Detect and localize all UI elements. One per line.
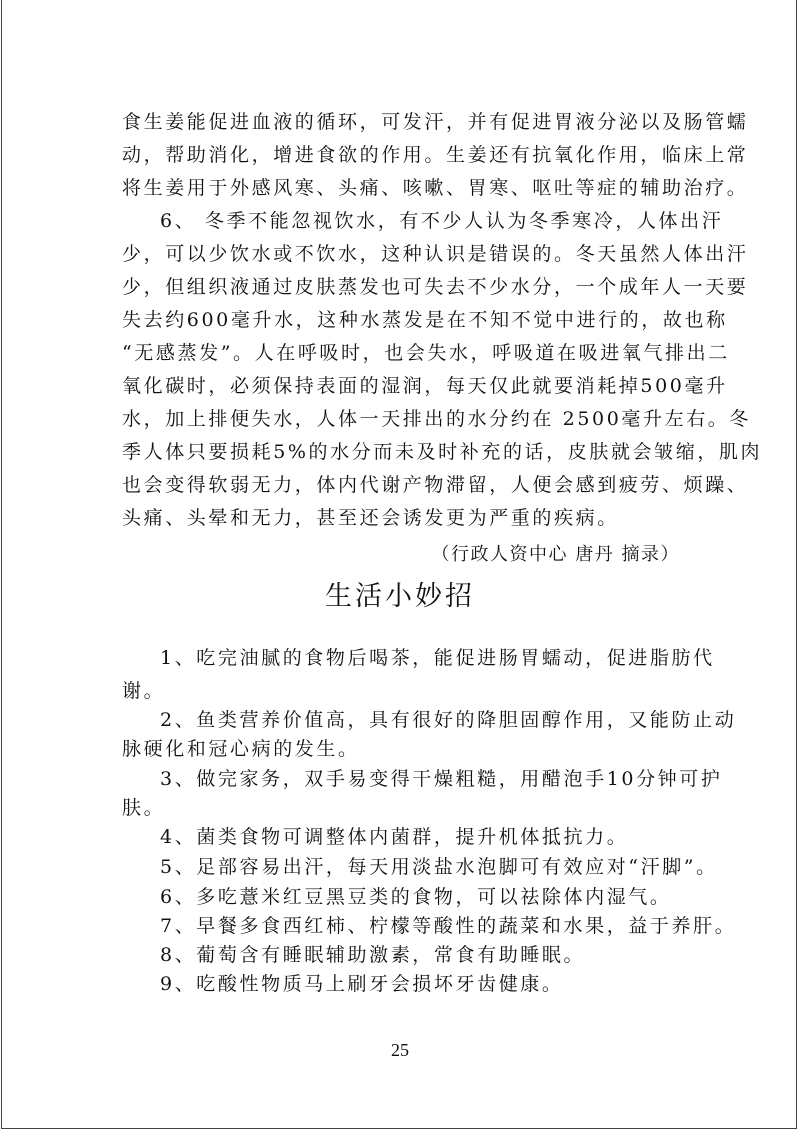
body-line: “无感蒸发”。人在呼吸时，也会失水，呼吸道在吸进氧气排出二 [122,342,730,364]
tip-line: 2、鱼类营养价值高，具有很好的降胆固醇作用，又能防止动 [160,709,737,731]
tip-line: 谢。 [122,680,166,702]
tip-line: 3、做完家务，双手易变得干燥粗糙，用醋泡手10分钟可护 [160,768,723,790]
tip-line: 5、足部容易出汗，每天用淡盐水泡脚可有效应对“汗脚”。 [160,856,718,878]
body-line: 也会变得软弱无力，体内代谢产物滞留，人便会感到疲劳、烦躁、 [122,474,749,496]
page-number: 25 [391,1040,409,1060]
body-line: 失去约600毫升水，这种水蒸发是在不知不觉中进行的，故也称 [122,309,728,331]
body-line: 将生姜用于外感风寒、头痛、咳嗽、胃寒、呕吐等症的辅助治疗。 [122,177,749,199]
body-line: 食生姜能促进血液的循环，可发汗，并有促进胃液分泌以及肠管蠕 [122,111,749,133]
tip-line: 7、早餐多食西红柿、柠檬等酸性的蔬菜和水果，益于养肝。 [160,915,737,937]
tip-line: 4、菌类食物可调整体内菌群，提升机体抵抗力。 [160,826,629,848]
body-line: 氧化碳时，必须保持表面的湿润，每天仅此就要消耗掉500毫升 [122,375,728,397]
body-line: 动，帮助消化，增进食欲的作用。生姜还有抗氧化作用，临床上常 [122,144,749,166]
tip-line: 9、吃酸性物质马上刷牙会损坏牙齿健康。 [160,973,564,995]
tip-line: 8、葡萄含有睡眠辅助激素，常食有助睡眠。 [160,944,586,966]
body-line: 6、 冬季不能忽视饮水，有不少人认为冬季寒冷，人体出汗 [160,210,724,232]
tip-line: 6、多吃薏米红豆黑豆类的食物，可以祛除体内湿气。 [160,886,672,908]
tip-line: 脉硬化和冠心病的发生。 [122,738,360,760]
body-line: 少，但组织液通过皮肤蒸发也可失去不少水分，一个成年人一天要 [122,276,749,298]
tip-line: 肤。 [122,797,166,819]
article-signature: （行政人资中心 唐丹 摘录） [431,544,680,565]
body-line: 头痛、头晕和无力，甚至还会诱发更为严重的疾病。 [122,507,619,529]
body-line: 季人体只要损耗5%的水分而未及时补充的话，皮肤就会皱缩，肌肉 [122,441,763,463]
section-title: 生活小妙招 [325,581,475,612]
body-line: 水，加上排便失水，人体一天排出的水分约在 2500毫升左右。冬 [122,408,751,430]
body-line: 少，可以少饮水或不饮水，这种认识是错误的。冬天虽然人体出汗 [122,243,749,265]
tip-line: 1、吃完油腻的食物后喝茶，能促进肠胃蠕动，促进脂肪代 [160,647,715,669]
